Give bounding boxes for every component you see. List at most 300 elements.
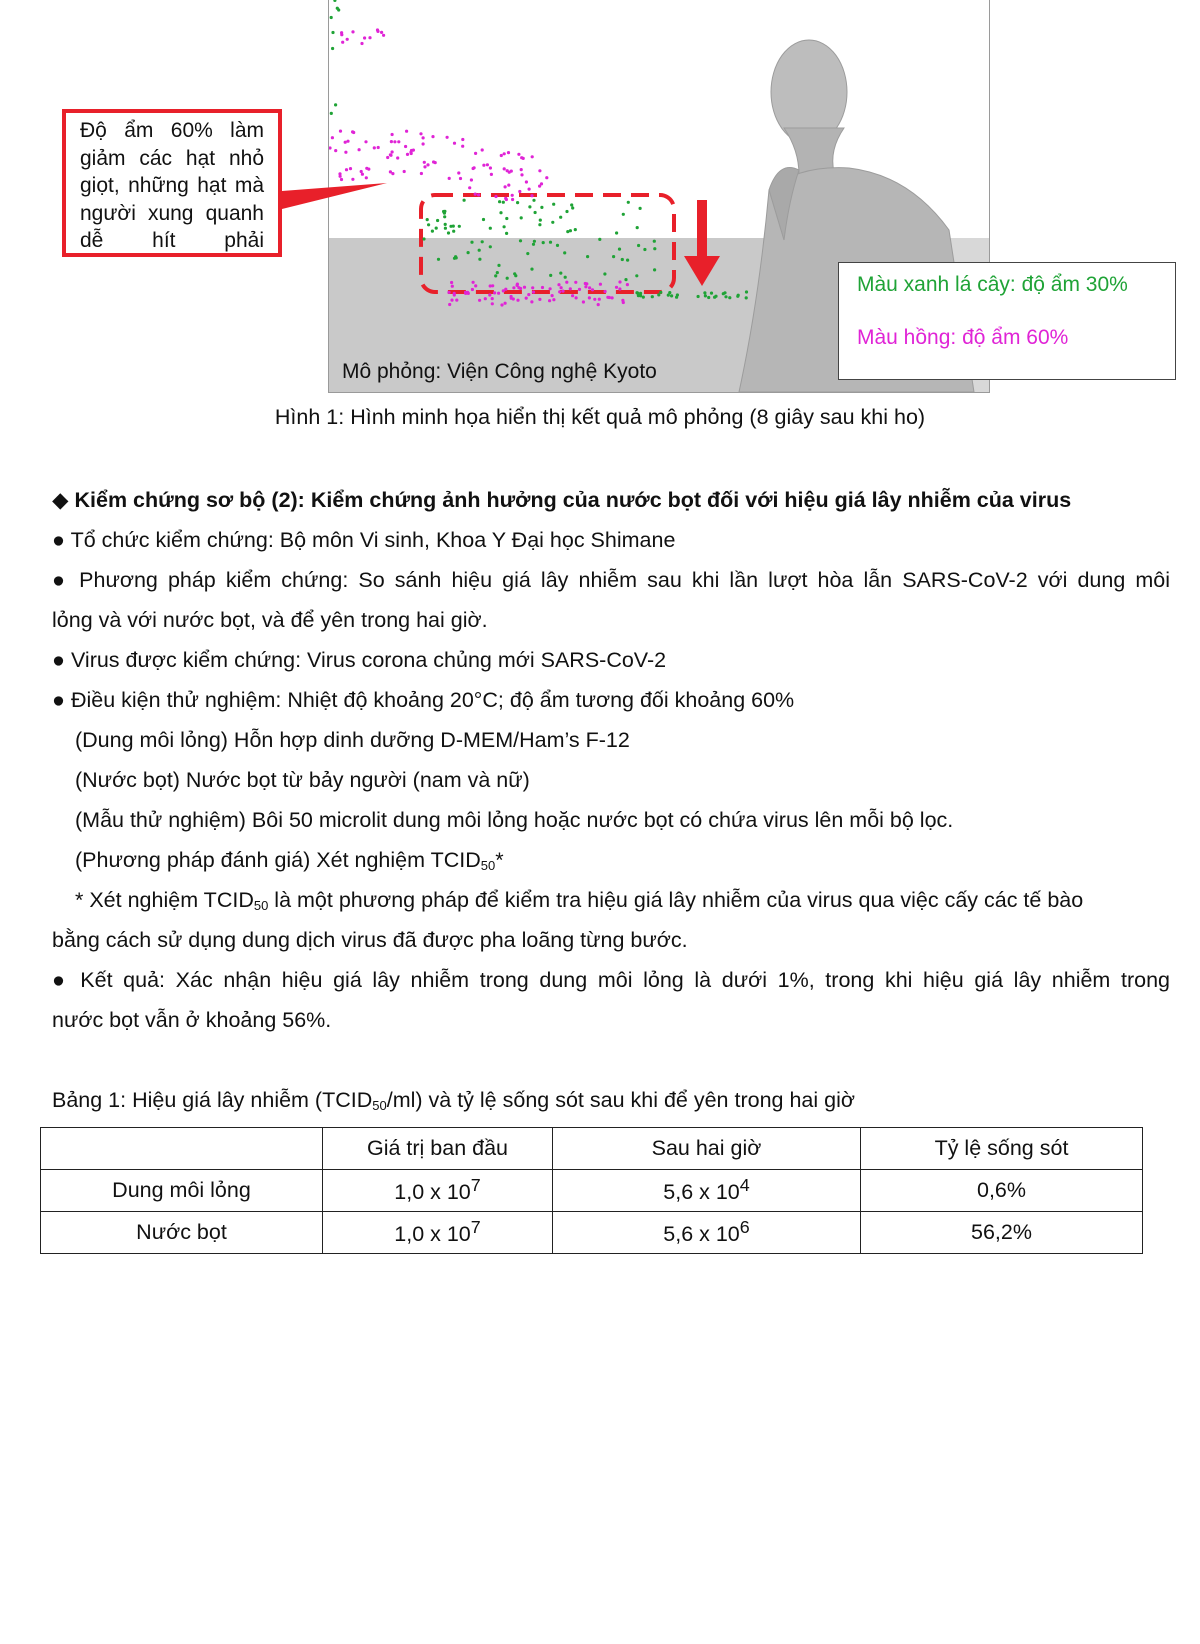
row-label: Nước bọt [41,1212,323,1254]
particle-dot [707,296,710,299]
figure-credit: Mô phỏng: Viện Công nghệ Kyoto [342,360,657,383]
particle-dot [442,210,445,213]
particle-dot [724,295,727,298]
particle-dot [615,231,618,234]
particle-dot [472,167,475,170]
figure-legend [838,262,1176,380]
initial-exponent: 7 [470,1175,481,1196]
particle-dot [437,258,440,261]
particle-dot [497,264,500,267]
conditions-line: ● Điều kiện thử nghiệm: Nhiệt độ khoảng 20°C; độ ẩm tương đối khoảng 60% [52,688,795,712]
particle-dot [522,157,525,160]
particle-dot [618,287,621,290]
particle-dot [491,284,494,287]
after-base: 5,6 x 10 [663,1180,740,1205]
particle-dot [500,154,503,157]
particle-dot [545,176,548,179]
particle-dot [519,239,522,242]
particle-dot [468,186,471,189]
particle-dot [563,251,566,254]
initial-exponent: 7 [470,1217,481,1238]
table-title-subscript: 50 [372,1098,387,1113]
particle-dot [339,130,342,133]
note-subscript: 50 [253,898,269,913]
particle-dot [451,285,454,288]
particle-dot [657,293,660,296]
particle-dot [382,34,385,37]
particle-dot [728,296,731,299]
particle-dot [520,173,523,176]
particle-dot [391,133,394,136]
particle-dot [386,156,389,159]
particle-dot [503,167,506,170]
note-line-2: bằng cách sử dụng dung dịch virus đã được pha loãng từng bước. [52,928,688,952]
particle-dot [474,284,477,287]
particle-dot [470,241,473,244]
particle-dot [516,284,519,287]
particle-dot [461,145,464,148]
particle-dot [330,112,333,115]
particle-dot [503,152,506,155]
particle-dot [331,31,334,34]
particle-dot [574,281,577,284]
row-label: Dung môi lỏng [41,1170,323,1212]
particle-dot [393,140,396,143]
particle-dot [626,259,629,262]
particle-dot [333,0,336,2]
particle-dot [452,230,455,233]
particle-dot [481,148,484,151]
particle-dot [431,230,434,233]
result-line-1: ● Kết quả: Xác nhận hiệu giá lây nhiễm trong dung môi lỏng là dưới 1%, trong khi hiệu giá lây nhiễm trong [52,968,1170,992]
particle-dot [331,47,334,50]
legend-green-label: Màu xanh lá cây: độ ẩm 30% [857,273,1128,296]
particle-dot [482,218,485,221]
particle-dot [574,228,577,231]
header-empty [41,1128,323,1170]
particle-dot [538,185,541,188]
particle-dot [461,138,464,141]
particle-dot [331,136,334,139]
particle-dot [373,146,376,149]
particle-dot [528,188,531,191]
particle-dot [552,298,555,301]
particle-dot [360,42,363,45]
evaluation-asterisk: * [495,848,504,872]
header-after: Sau hai giờ [553,1128,861,1170]
particle-dot [513,272,516,275]
particle-dot [615,286,618,289]
particle-dot [531,286,534,289]
callout-box: Độ ẩm 60% làm giảm các hạt nhỏ giọt, những hạt mà người xung quanh dễ hít phải [62,109,282,257]
particle-dot [334,149,337,152]
particle-dot [390,140,393,143]
results-table [40,1127,1143,1254]
particle-dot [525,180,528,183]
result-line-2: nước bọt vẫn ở khoảng 56%. [52,1008,332,1032]
method-line-1: ● Phương pháp kiểm chứng: So sánh hiệu giá lây nhiễm sau khi lần lượt hòa lẫn SARS-CoV-2 với dung môi [52,568,1170,592]
particle-dot [532,243,535,246]
table-title-a: Bảng 1: Hiệu giá lây nhiễm (TCID [52,1088,373,1112]
evaluation-text: (Phương pháp đánh giá) Xét nghiệm TCID [75,848,481,872]
particle-dot [344,141,347,144]
particle-dot [410,152,413,155]
header-initial: Giá trị ban đầu [323,1128,553,1170]
particle-dot [565,210,568,213]
particle-dot [552,203,555,206]
particle-dot [642,296,645,299]
particle-dot [526,252,529,255]
particle-dot [426,218,429,221]
particle-dot [503,225,506,228]
particle-dot [591,288,594,291]
particle-dot [505,198,508,201]
particle-dot [538,169,541,172]
particle-dot [458,225,461,228]
particle-dot [621,258,624,261]
particle-dot [508,171,511,174]
particle-dot [346,38,349,41]
particle-dot [667,294,670,297]
particle-dot [432,160,435,163]
particle-dot [457,171,460,174]
particle-dot [530,268,533,271]
particle-dot [541,286,544,289]
particle-dot [670,294,673,297]
after-exponent: 4 [739,1175,750,1196]
particle-dot [507,184,510,187]
particle-dot [478,249,481,252]
particle-dot [380,31,383,34]
particle-dot [533,240,536,243]
particle-dot [653,240,656,243]
header-survival: Tỷ lệ sống sót [861,1128,1143,1170]
particle-dot [464,292,467,295]
particle-dot [504,288,507,291]
particle-dot [627,201,630,204]
particle-dot [422,237,425,240]
particle-dot [618,280,621,283]
particle-dot [571,206,574,209]
particle-dot [447,231,450,234]
particle-dot [516,299,519,302]
particle-dot [455,299,458,302]
particle-dot [569,287,572,290]
particle-dot [551,221,554,224]
particle-dot [363,36,366,39]
particle-dot [450,281,453,284]
particle-dot [517,153,520,156]
particle-dot [376,28,379,31]
particle-dot [351,130,354,133]
particle-dot [488,293,491,296]
evaluation-line [75,848,504,873]
particle-dot [618,248,621,251]
particle-dot [420,172,423,175]
particle-dot [639,292,642,295]
particle-dot [593,298,596,301]
particle-dot [505,232,508,235]
particle-dot [512,286,515,289]
particle-dot [491,302,494,305]
particle-dot [346,140,349,143]
particle-dot [675,296,678,299]
particle-dot [336,7,339,10]
particle-dot [530,300,533,303]
particle-dot [358,148,361,151]
particle-dot [364,140,367,143]
particle-dot [745,296,748,299]
particle-dot [598,238,601,241]
particle-dot [500,303,503,306]
particle-dot [459,177,462,180]
particle-dot [463,199,466,202]
particle-dot [736,295,739,298]
particle-dot [446,136,449,139]
particle-dot [329,146,332,149]
particle-dot [651,295,654,298]
particle-dot [551,294,554,297]
particle-dot [511,194,514,197]
particle-dot [482,164,485,167]
particle-dot [477,193,480,196]
particle-dot [624,278,627,281]
particle-dot [478,299,481,302]
particle-dot [538,223,541,226]
particle-dot [377,146,380,149]
particle-dot [538,298,541,301]
particle-dot [659,291,662,294]
note-text-a: * Xét nghiệm TCID [75,888,254,912]
particle-dot [474,193,477,196]
particle-dot [569,229,572,232]
particle-dot [565,281,568,284]
particle-dot [447,291,450,294]
particle-dot [450,299,453,302]
particle-dot [419,132,422,135]
particle-dot [527,293,530,296]
particle-dot [470,178,473,181]
table-row [41,1170,1143,1212]
particle-dot [435,227,438,230]
particle-dot [586,255,589,258]
particle-dot [510,297,513,300]
particle-dot [427,223,430,226]
particle-dot [502,201,505,204]
particle-dot [478,258,481,261]
particle-dot [637,244,640,247]
particle-dot [635,291,638,294]
particle-dot [368,36,371,39]
particle-dot [453,142,456,145]
particle-dot [584,285,587,288]
particle-dot [490,173,493,176]
particle-dot [611,296,614,299]
particle-dot [422,142,425,145]
particle-dot [486,163,489,166]
particle-dot [653,247,656,250]
particle-dot [397,140,400,143]
initial-base: 1,0 x 10 [394,1180,471,1205]
particle-dot [745,290,748,293]
legend-pink-label: Màu hồng: độ ẩm 60% [857,326,1069,349]
initial-value [323,1212,553,1254]
particle-dot [548,299,551,302]
callout-pointer [282,165,402,225]
particle-dot [578,288,581,291]
particle-dot [635,274,638,277]
particle-dot [549,241,552,244]
section-heading: ◆ Kiểm chứng sơ bộ (2): Kiểm chứng ảnh hưởng của nước bọt đối với hiệu giá lây nhiễm của virus [52,488,1072,512]
particle-dot [525,297,528,300]
figure-caption: Hình 1: Hình minh họa hiển thị kết quả mô phỏng (8 giây sau khi ho) [274,405,926,429]
particle-dot [549,274,552,277]
table-header-row [41,1128,1143,1170]
organization-line: ● Tổ chức kiểm chứng: Bộ môn Vi sinh, Khoa Y Đại học Shimane [52,528,676,552]
initial-value [323,1170,553,1212]
particle-dot [422,136,425,139]
particle-dot [454,255,457,258]
sample-line: (Mẫu thử nghiệm) Bôi 50 microlit dung môi lỏng hoặc nước bọt có chứa virus lên mỗi bộ lọc. [75,808,954,832]
particle-dot [498,200,501,203]
particle-dot [622,301,625,304]
particle-dot [604,290,607,293]
table-title [52,1088,855,1113]
particle-dot [588,286,591,289]
particle-dot [697,295,700,298]
particle-dot [516,201,519,204]
particle-dot [453,293,456,296]
particle-dot [558,290,561,293]
particle-dot [448,177,451,180]
particle-dot [560,286,563,289]
particle-dot [639,207,642,210]
particle-dot [431,135,434,138]
virus-line: ● Virus được kiểm chứng: Virus corona chủng mới SARS-CoV-2 [52,648,667,672]
particle-dot [622,213,625,216]
particle-dot [710,292,713,295]
particle-dot [557,283,560,286]
particle-dot [493,291,496,294]
particle-dot [530,194,533,197]
table-title-b: /ml) và tỷ lệ sống sót sau khi để yên trong hai giờ [386,1088,855,1112]
particle-dot [444,223,447,226]
particle-dot [575,296,578,299]
particle-dot [389,153,392,156]
particle-dot [489,245,492,248]
particle-dot [426,163,429,166]
particle-dot [423,161,426,164]
particle-dot [396,156,399,159]
particle-dot [334,103,337,106]
particle-dot [598,298,601,301]
particle-dot [341,41,344,44]
particle-dot [448,303,451,306]
particle-dot [484,297,487,300]
after-base: 5,6 x 10 [663,1222,740,1247]
solvent-line: (Dung môi lỏng) Hỗn hợp dinh dưỡng D-MEM/Ham’s F-12 [75,728,630,752]
particle-dot [474,152,477,155]
particle-dot [507,151,510,154]
survival-value: 56,2% [861,1212,1143,1254]
particle-dot [506,277,509,280]
particle-dot [643,248,646,251]
method-line-2: lỏng và với nước bọt, và để yên trong hai giờ. [52,608,488,632]
particle-dot [436,219,439,222]
particle-dot [471,288,474,291]
particle-dot [351,30,354,33]
particle-dot [636,226,639,229]
note-line-1 [75,888,1083,913]
particle-dot [499,211,502,214]
particle-dot [564,276,567,279]
particle-dot [489,166,492,169]
particle-dot [520,168,523,171]
saliva-line: (Nước bọt) Nước bọt từ bảy người (nam và nữ) [75,768,530,792]
particle-dot [539,219,542,222]
particle-dot [406,153,409,156]
particle-dot [582,300,585,303]
particle-dot [603,272,606,275]
particle-dot [723,291,726,294]
particle-dot [330,16,333,19]
particle-dot [403,170,406,173]
particle-dot [532,199,535,202]
after-value [553,1170,861,1212]
initial-base: 1,0 x 10 [394,1222,471,1247]
survival-value: 0,6% [861,1170,1143,1212]
particle-dot [597,303,600,306]
particle-dot [599,283,602,286]
particle-dot [481,240,484,243]
particle-dot [494,195,497,198]
particle-dot [570,203,573,206]
particle-dot [534,211,537,214]
particle-dot [714,295,717,298]
particle-dot [612,255,615,258]
particle-dot [489,227,492,230]
particle-dot [549,287,552,290]
particle-dot [504,302,507,305]
particle-dot [340,31,343,34]
after-exponent: 6 [739,1217,750,1238]
particle-dot [497,292,500,295]
particle-dot [494,274,497,277]
particle-dot [491,297,494,300]
particle-dot [523,286,526,289]
evaluation-subscript: 50 [480,858,496,873]
particle-dot [542,241,545,244]
particle-dot [588,296,591,299]
table-row [41,1212,1143,1254]
particle-dot [626,283,629,286]
particle-dot [559,272,562,275]
particle-dot [405,130,408,133]
particle-dot [559,216,562,219]
particle-dot [556,244,559,247]
particle-dot [423,165,426,168]
particle-dot [518,190,521,193]
after-value [553,1212,861,1254]
particle-dot [528,205,531,208]
particle-dot [505,217,508,220]
particle-dot [703,291,706,294]
particle-dot [467,251,470,254]
particle-dot [504,185,507,188]
particle-dot [585,282,588,285]
particle-dot [404,145,407,148]
particle-dot [496,271,499,274]
